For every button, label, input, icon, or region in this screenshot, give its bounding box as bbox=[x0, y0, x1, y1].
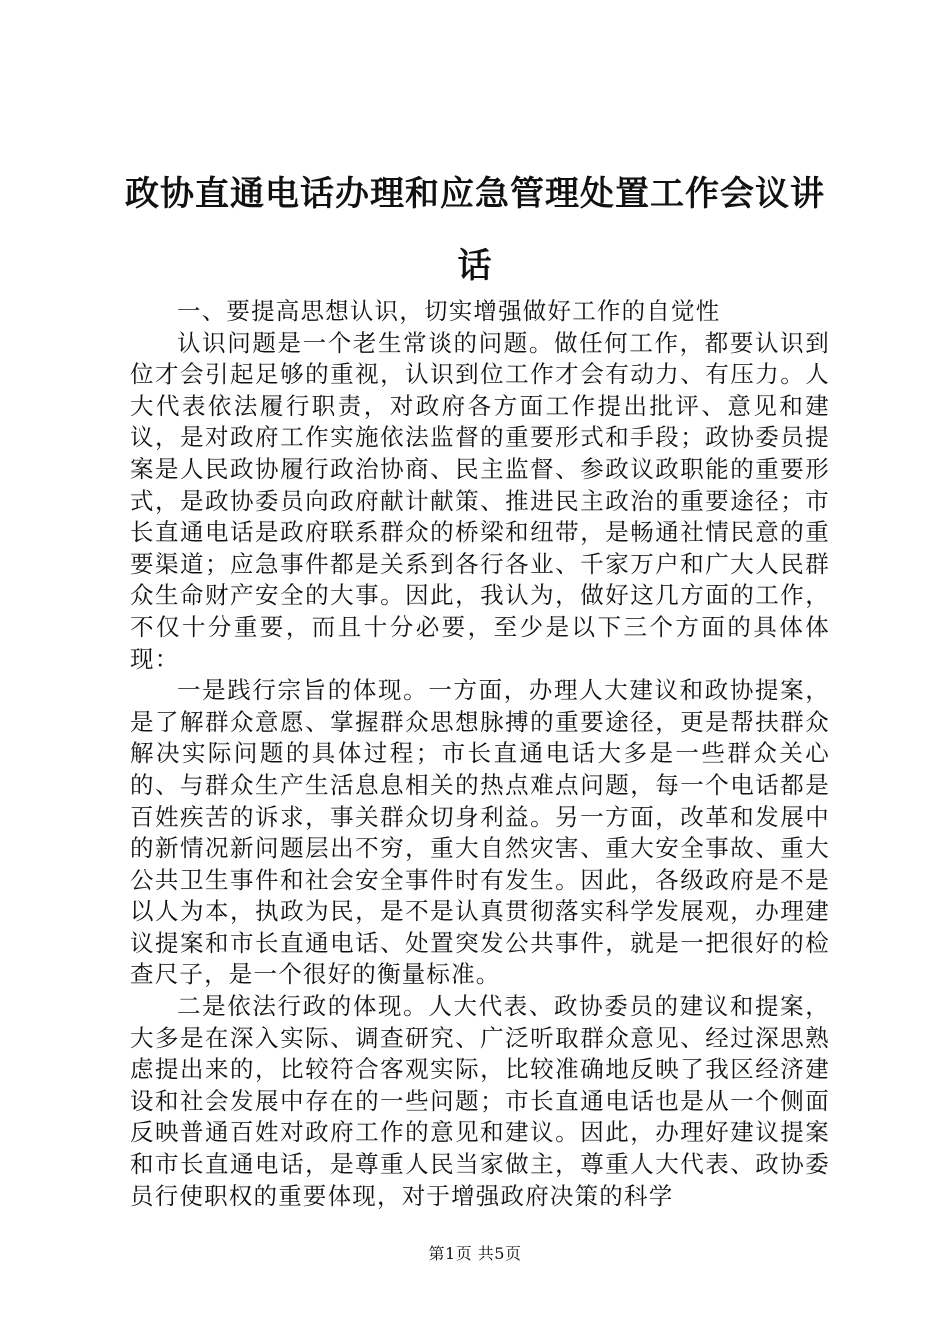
body-paragraph: 二是依法行政的体现。人大代表、政协委员的建议和提案，大多是在深入实际、调查研究、广泛听取群众意见、经过深思熟虑提出来的，比较符合客观实际，比较准确地反映了我区经济建设和社会发展中存在的一些问题；市长直通电话也是从一个侧面反映普通百姓对政府工作的意见和建议。因此，办理好建议提案和市长直通电话，是尊重人民当家做主，尊重人大代表、政协委员行使职权的重要体现，对于增强政府决策的科学 bbox=[130, 992, 830, 1210]
document-title: 政协直通电话办理和应急管理处置工作会议讲话 bbox=[125, 174, 825, 286]
body-paragraph: 认识问题是一个老生常谈的问题。做任何工作，都要认识到位才会引起足够的重视，认识到位工作才会有动力、有压力。人大代表依法履行职责，对政府各方面工作提出批评、意见和建议，是对政府工作实施依法监督的重要形式和手段；政协委员提案是人民政协履行政治协商、民主监督、参政议政职能的重要形式，是政协委员向政府献计献策、推进民主政治的重要途径；市长直通电话是政府联系群众的桥梁和纽带，是畅通社情民意的重要渠道；应急事件都是关系到各行各业、千家万户和广大人民群众生命财产安全的大事。因此，我认为，做好这几方面的工作，不仅十分重要，而且十分必要，至少是以下三个方面的具体体现： bbox=[130, 328, 830, 673]
document-body bbox=[130, 296, 830, 1212]
section-heading: 一、要提高思想认识，切实增强做好工作的自觉性 bbox=[177, 297, 721, 325]
body-paragraph: 一是践行宗旨的体现。一方面，办理人大建议和政协提案，是了解群众意愿、掌握群众思想脉搏的重要途径，更是帮扶群众解决实际问题的具体过程；市长直通电话大多是一些群众关心的、与群众生产生活息息相关的热点难点问题，每一个电话都是百姓疾苦的诉求，事关群众切身利益。另一方面，改革和发展中的新情况新问题层出不穷，重大自然灾害、重大安全事故、重大公共卫生事件和社会安全事件时有发生。因此，各级政府是不是以人为本，执政为民，是不是认真贯彻落实科学发展观，办理建议提案和市长直通电话、处置突发公共事件，就是一把很好的检查尺子，是一个很好的衡量标准。 bbox=[130, 676, 830, 989]
page-number-footer: 第1页 共5页 bbox=[428, 1244, 522, 1263]
